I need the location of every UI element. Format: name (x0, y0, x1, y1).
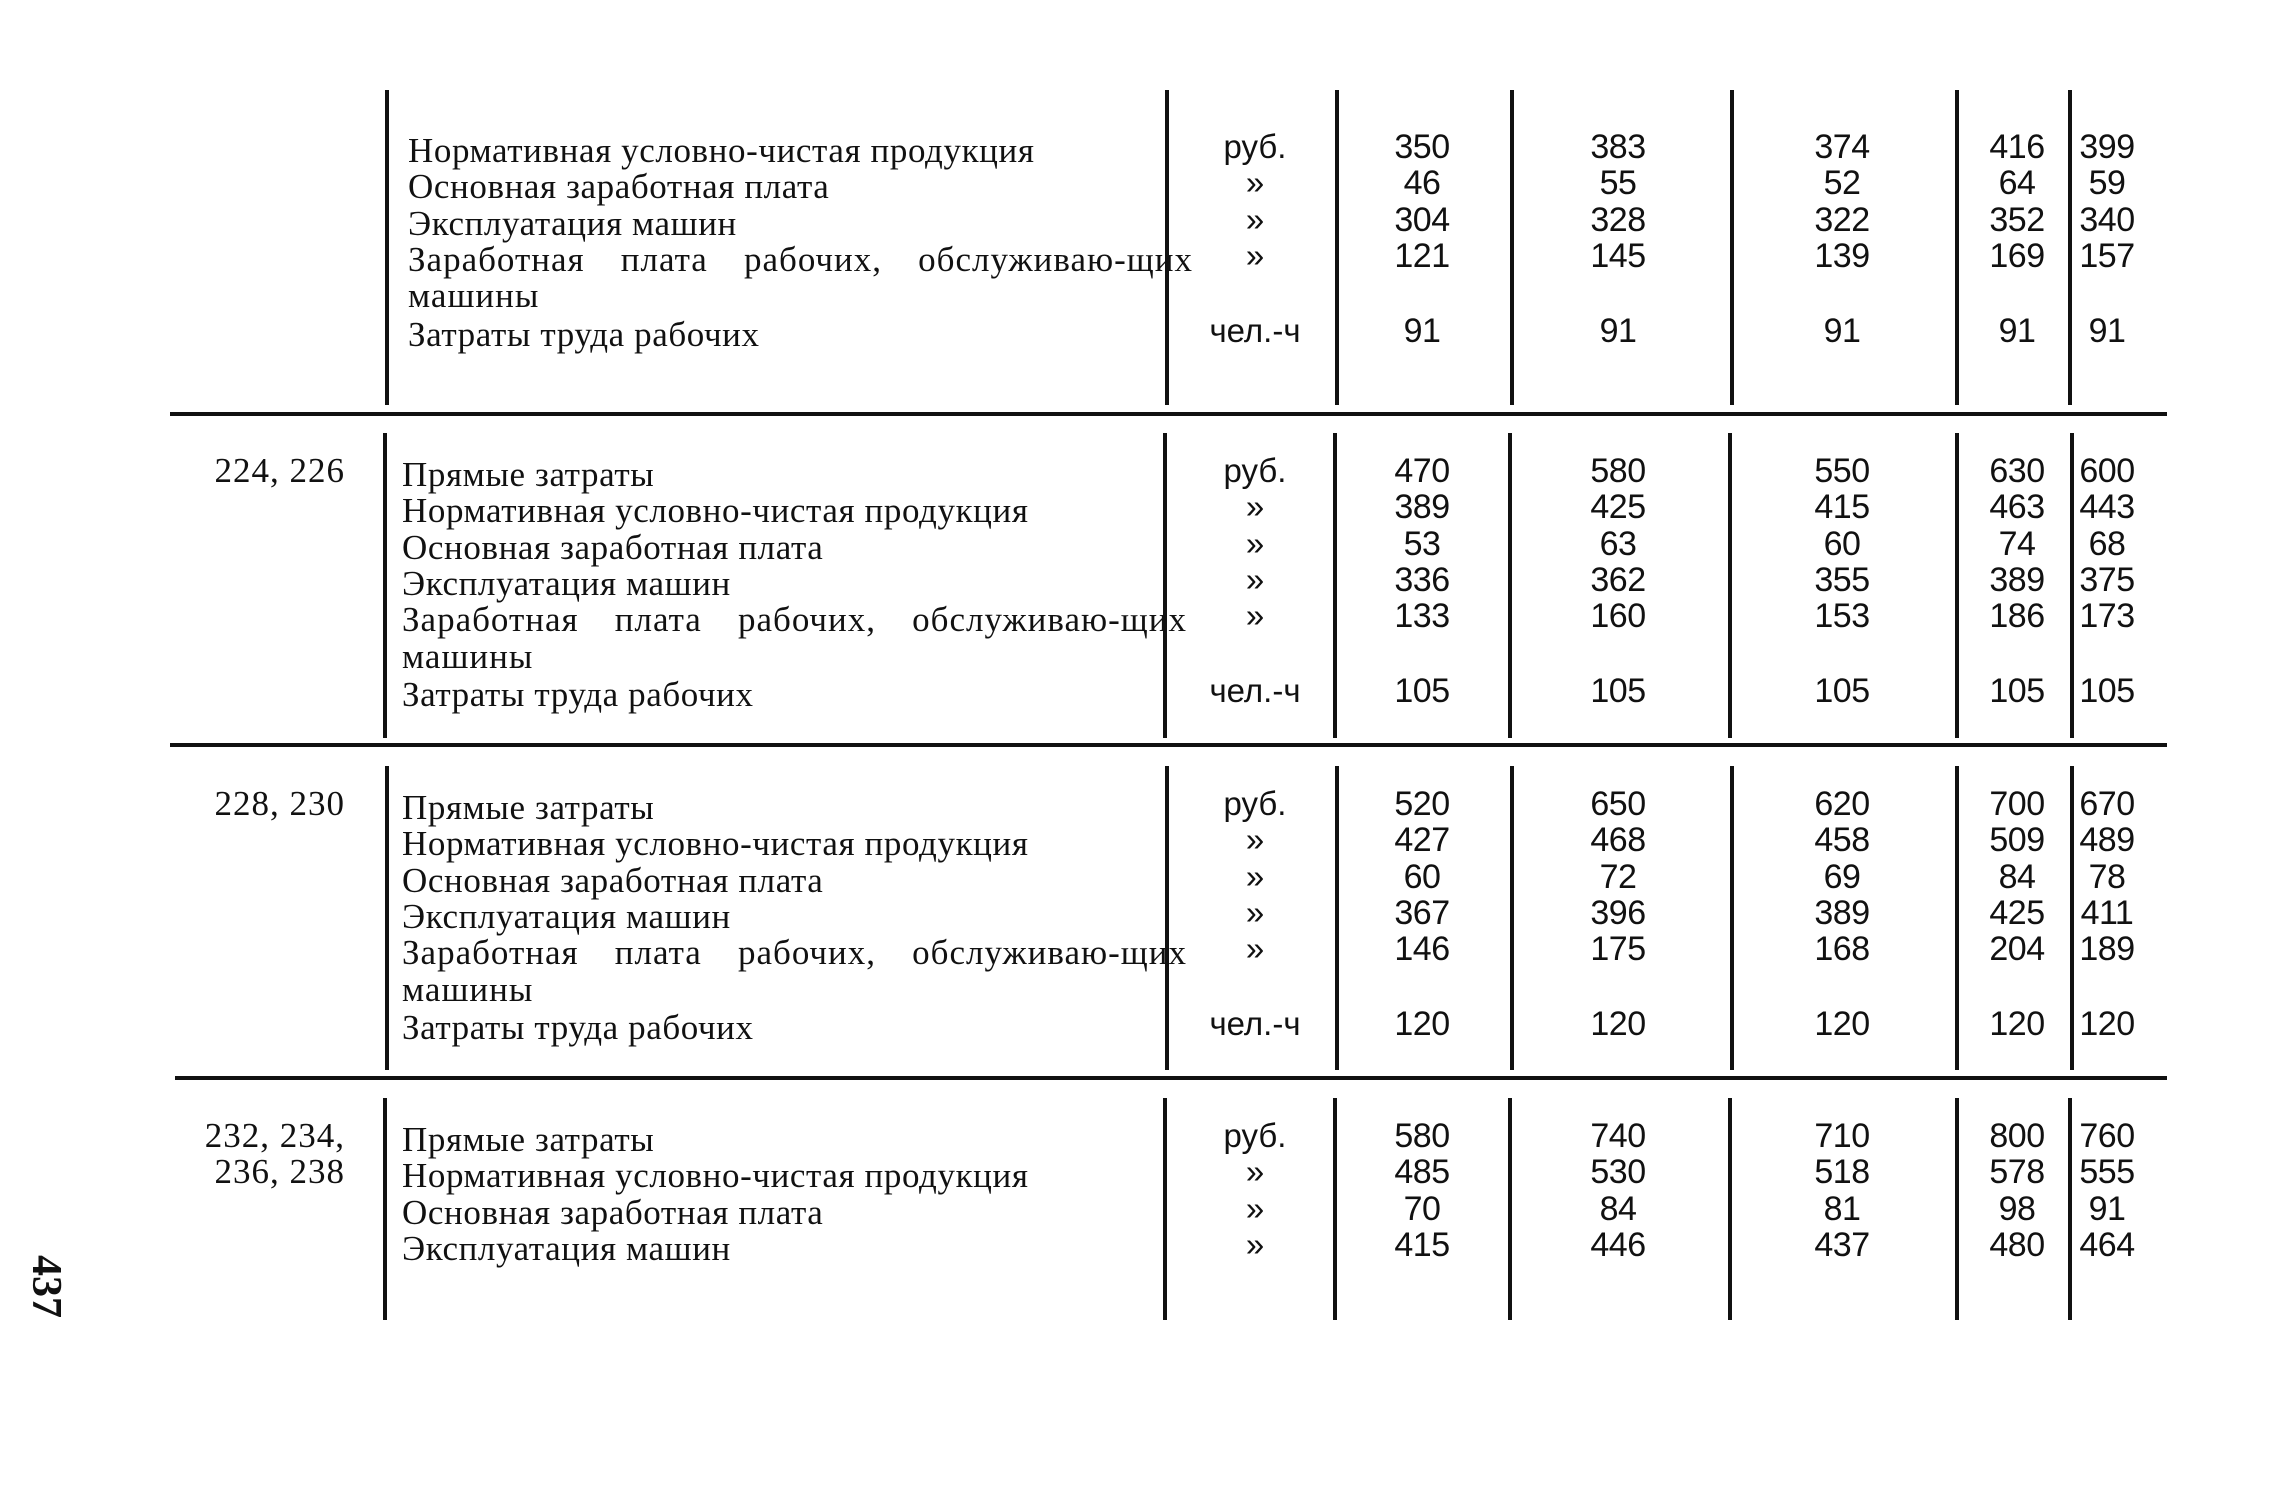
row-value: 374 (1814, 128, 1870, 166)
row-value: 105 (2079, 671, 2135, 710)
row-value: 175 (1590, 930, 1646, 969)
column-rule (1163, 1098, 1167, 1320)
row-value: 480 (1989, 1225, 2045, 1264)
row-value: 578 (1989, 1153, 2045, 1192)
row-value: 69 (1823, 857, 1861, 896)
column-rule (385, 90, 389, 405)
row-value: 46 (1403, 164, 1441, 203)
row-name: Основная заработная плата (402, 527, 824, 567)
row-value: 760 (2079, 1117, 2135, 1155)
row-value: 509 (1989, 821, 2045, 860)
row-unit: » (1245, 821, 1265, 859)
row-value: 91 (1823, 311, 1861, 350)
row-value: 580 (1394, 1117, 1450, 1155)
row-value: 60 (1823, 524, 1861, 563)
row-value: 186 (1989, 597, 2045, 636)
row-value: 389 (1394, 488, 1450, 527)
row-value: 550 (1814, 452, 1870, 490)
column-rule (383, 1098, 387, 1320)
row-name: Эксплуатация машин (402, 1228, 731, 1268)
row-value: 425 (1590, 488, 1646, 527)
row-value: 78 (2088, 857, 2126, 896)
row-value: 139 (1814, 236, 1870, 275)
row-value: 74 (1998, 524, 2036, 563)
row-value: 146 (1394, 930, 1450, 969)
row-unit: » (1245, 236, 1265, 274)
row-name: Основная заработная плата (402, 1192, 824, 1232)
row-unit: » (1245, 597, 1265, 635)
row-unit: » (1245, 524, 1265, 562)
row-value: 443 (2079, 488, 2135, 527)
row-name: Затраты труда рабочих (408, 314, 760, 354)
block-codes: 224, 226 (214, 451, 345, 490)
row-value: 91 (2088, 311, 2126, 350)
row-value: 470 (1394, 452, 1450, 490)
row-value: 105 (1590, 671, 1646, 710)
row-value: 389 (1989, 560, 2045, 599)
row-value: 530 (1590, 1153, 1646, 1192)
row-value: 740 (1590, 1117, 1646, 1155)
row-name: Затраты труда рабочих (402, 674, 754, 714)
column-rule (1728, 433, 1732, 738)
row-value: 84 (1998, 857, 2036, 896)
row-name: Основная заработная плата (408, 167, 830, 207)
row-value: 121 (1394, 236, 1450, 275)
row-value: 389 (1814, 893, 1870, 932)
row-value: 322 (1814, 200, 1870, 239)
row-value: 120 (1394, 1004, 1450, 1043)
row-value: 630 (1989, 452, 2045, 490)
row-value: 446 (1590, 1225, 1646, 1264)
row-value: 105 (1814, 671, 1870, 710)
row-value: 105 (1394, 671, 1450, 710)
row-value: 411 (2080, 893, 2134, 932)
row-value: 468 (1590, 821, 1646, 860)
row-value: 53 (1403, 524, 1441, 563)
column-rule (1728, 1098, 1732, 1320)
column-rule (1165, 766, 1169, 1070)
row-value: 91 (1403, 311, 1441, 350)
row-value: 204 (1989, 930, 2045, 969)
row-name: Нормативная условно-чистая продукция (402, 1156, 1029, 1196)
row-value: 304 (1394, 200, 1450, 239)
row-value: 81 (1823, 1189, 1861, 1228)
page-number: 437 (23, 1255, 69, 1318)
row-value: 168 (1814, 930, 1870, 969)
row-value: 328 (1590, 200, 1646, 239)
row-value: 120 (1989, 1004, 2045, 1043)
row-unit: » (1245, 488, 1265, 526)
row-value: 157 (2079, 236, 2135, 275)
row-name: Эксплуатация машин (402, 563, 731, 603)
row-name: Заработная плата рабочих, обслуживаю-щих машины (408, 239, 1193, 316)
row-value: 120 (1814, 1004, 1870, 1043)
column-rule (1335, 766, 1339, 1070)
row-value: 415 (1394, 1225, 1450, 1264)
row-value: 463 (1989, 488, 2045, 527)
row-unit: руб. (1223, 128, 1287, 165)
row-value: 91 (2088, 1189, 2126, 1228)
row-value: 52 (1823, 164, 1861, 203)
row-value: 375 (2079, 560, 2135, 599)
row-unit: » (1245, 1225, 1265, 1263)
row-value: 650 (1590, 785, 1646, 823)
row-unit: руб. (1223, 785, 1287, 822)
row-value: 700 (1989, 785, 2045, 823)
row-value: 173 (2079, 597, 2135, 636)
row-value: 153 (1814, 597, 1870, 636)
row-value: 91 (1998, 311, 2036, 350)
row-value: 340 (2079, 200, 2135, 239)
column-rule (1730, 90, 1734, 405)
row-name: Прямые затраты (402, 788, 655, 827)
row-value: 133 (1394, 597, 1450, 636)
row-value: 352 (1989, 200, 2045, 239)
column-rule (1510, 766, 1514, 1070)
row-value: 169 (1989, 236, 2045, 275)
row-value: 362 (1590, 560, 1646, 599)
row-value: 458 (1814, 821, 1870, 860)
row-name: Затраты труда рабочих (402, 1007, 754, 1047)
row-value: 145 (1590, 236, 1646, 275)
column-rule (1335, 90, 1339, 405)
row-unit: чел.-ч (1209, 311, 1301, 349)
row-value: 160 (1590, 597, 1646, 636)
row-value: 91 (1599, 311, 1637, 350)
row-value: 464 (2079, 1225, 2135, 1264)
block-separator (170, 743, 2167, 747)
row-name: Основная заработная плата (402, 860, 824, 900)
row-value: 59 (2088, 164, 2126, 203)
row-value: 620 (1814, 785, 1870, 823)
block-separator (170, 412, 2167, 416)
row-value: 72 (1599, 857, 1637, 896)
row-value: 580 (1590, 452, 1646, 490)
column-rule (383, 433, 387, 738)
row-unit: чел.-ч (1209, 1004, 1301, 1042)
row-name: Эксплуатация машин (408, 203, 737, 243)
row-value: 399 (2079, 128, 2135, 166)
row-value: 710 (1814, 1117, 1870, 1155)
column-rule (1508, 1098, 1512, 1320)
row-value: 55 (1599, 164, 1637, 203)
row-name: Нормативная условно-чистая продукция (402, 491, 1029, 531)
row-value: 489 (2079, 821, 2135, 860)
row-name: Заработная плата рабочих, обслуживаю-щих машины (402, 933, 1187, 1009)
row-value: 670 (2079, 785, 2135, 823)
column-rule (1730, 766, 1734, 1070)
row-value: 800 (1989, 1117, 2045, 1155)
row-value: 555 (2079, 1153, 2135, 1192)
row-value: 63 (1599, 524, 1637, 563)
block-separator (175, 1076, 2167, 1080)
row-unit: руб. (1223, 1117, 1287, 1154)
row-value: 425 (1989, 893, 2045, 932)
column-rule (1508, 433, 1512, 738)
row-value: 336 (1394, 560, 1450, 599)
row-name: Прямые затраты (402, 1120, 655, 1159)
row-value: 120 (2079, 1004, 2135, 1043)
row-unit: » (1245, 857, 1265, 895)
row-value: 355 (1814, 560, 1870, 599)
row-value: 518 (1814, 1153, 1870, 1192)
row-unit: » (1245, 930, 1265, 968)
column-rule (1333, 433, 1337, 738)
row-unit: » (1245, 1153, 1265, 1191)
row-value: 105 (1989, 671, 2045, 710)
row-value: 350 (1394, 128, 1450, 166)
row-name: Прямые затраты (402, 455, 655, 494)
row-unit: » (1245, 893, 1265, 931)
row-value: 485 (1394, 1153, 1450, 1192)
row-unit: чел.-ч (1209, 671, 1301, 709)
row-value: 437 (1814, 1225, 1870, 1264)
row-value: 415 (1814, 488, 1870, 527)
row-name: Нормативная условно-чистая продукция (408, 131, 1035, 170)
row-value: 60 (1403, 857, 1441, 896)
row-value: 70 (1403, 1189, 1441, 1228)
row-name: Нормативная условно-чистая продукция (402, 824, 1029, 864)
row-name: Эксплуатация машин (402, 896, 731, 936)
column-rule (1333, 1098, 1337, 1320)
row-value: 68 (2088, 524, 2126, 563)
row-value: 383 (1590, 128, 1646, 166)
row-value: 98 (1998, 1189, 2036, 1228)
row-unit: » (1245, 560, 1265, 598)
row-value: 189 (2079, 930, 2135, 969)
column-rule (385, 766, 389, 1070)
block-codes: 232, 234, 236, 238 (204, 1116, 345, 1191)
row-value: 120 (1590, 1004, 1646, 1043)
row-value: 396 (1590, 893, 1646, 932)
column-rule (1163, 433, 1167, 738)
row-unit: » (1245, 200, 1265, 238)
row-name: Заработная плата рабочих, обслуживаю-щих машины (402, 600, 1187, 676)
row-value: 427 (1394, 821, 1450, 860)
row-unit: руб. (1223, 452, 1287, 489)
row-value: 367 (1394, 893, 1450, 932)
column-rule (1510, 90, 1514, 405)
row-unit: » (1245, 164, 1265, 202)
row-value: 416 (1989, 128, 2045, 166)
row-unit: » (1245, 1189, 1265, 1227)
row-value: 64 (1998, 164, 2036, 203)
row-value: 84 (1599, 1189, 1637, 1228)
row-value: 600 (2079, 452, 2135, 490)
row-value: 520 (1394, 785, 1450, 823)
block-codes: 228, 230 (214, 784, 345, 823)
